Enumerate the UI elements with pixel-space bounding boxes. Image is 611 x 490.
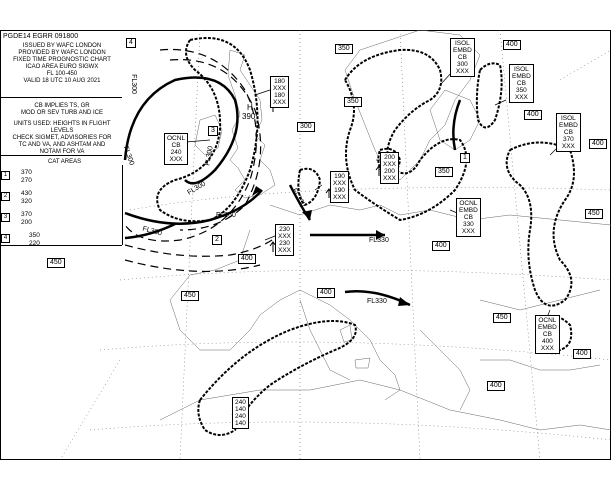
divider [0,155,122,156]
cb-line: XXX [461,228,475,235]
turb-line: XXX [333,180,347,187]
turb-line: 190 [334,187,345,194]
tropopause-label: 400 [432,241,450,251]
cat-areas-title: CAT AREAS [48,159,82,165]
turb-line: 200 [384,168,395,175]
cb-line: CB [542,331,552,338]
cat-bottom: 270 [21,177,32,184]
divider [0,245,122,246]
turb-line: 140 [235,420,246,427]
notes-block [2,103,122,156]
turb-line: 240 [235,399,246,406]
notes-line: TC AND VA, AND ASHTAM AND [18,142,106,148]
cat-top: 370 [21,211,32,218]
cat-marker: 3 [208,126,218,136]
cb-line: OCNL [538,317,557,324]
cb-line: CB [463,214,473,221]
tropopause-label: 350 [335,44,353,54]
info-line: ISSUED BY WAFC LONDON [22,43,102,49]
cb-line: EMBD [453,47,472,54]
cb-line: EMBD [459,207,478,214]
cb-box [556,113,581,152]
cb-line: 240 [170,149,182,156]
cat-areas-legend [0,165,123,245]
cb-line: XXX [561,143,575,150]
turb-line: 180 [274,78,285,85]
notes-line: NOTAM FOR VA [39,149,85,155]
cb-area-scandinavia [345,50,466,220]
tropopause-label: 450 [47,258,65,268]
cat-bottom: 200 [21,219,32,226]
info-line: PROVIDED BY WAFC LONDON [18,50,106,56]
cb-box [535,315,560,354]
turb-box [275,224,294,256]
info-line: FIXED TIME PROGNOSTIC CHART [13,57,111,63]
jet-label: FL330 [290,187,307,209]
cat-top: 430 [21,190,32,197]
turb-box [330,171,349,203]
cat-num: 2 [1,192,10,201]
cat-vals [21,211,41,227]
turb-line: XXX [278,233,292,240]
cat-marker: 1 [460,153,470,163]
cb-line: XXX [455,68,469,75]
cb-area-med [198,321,356,435]
turb-box [380,152,399,184]
high-pressure-value: 390 [242,112,256,121]
cb-line: ISOL [454,40,470,47]
turb-line: 190 [334,173,345,180]
jet-label: FL380 [141,225,163,238]
tropopause-label: 350 [435,167,453,177]
jet-label: FL360 [216,212,236,219]
cb-line: OCNL [167,135,186,142]
cb-line: 330 [462,221,474,228]
turb-box [232,397,249,429]
tropopause-label: 400 [524,110,542,120]
cat-top: 350 [29,232,40,239]
cb-line: CB [457,54,467,61]
cb-line: 300 [456,61,468,68]
notes-line: MOD OR SEV TURB AND ICE [21,110,103,116]
cb-line: EMBD [559,122,578,129]
cb-box [509,64,534,103]
turb-line: XXX [333,194,347,201]
jet-label: FL330 [367,298,387,305]
tropopause-label: 400 [503,40,521,50]
turb-line: XXX [383,175,397,182]
cb-line: CB [171,142,181,149]
tropopause-label: 450 [181,291,199,301]
cb-area-nw [477,63,502,127]
cb-line: CB [516,80,526,87]
cb-line: XXX [514,94,528,101]
cat-bottom: 220 [29,240,40,247]
info-block [2,43,122,85]
cb-line: 350 [515,87,527,94]
info-line: FL 100-450 [46,71,78,77]
tropopause-label: 400 [487,381,505,391]
divider [0,97,122,98]
cat-vals [21,190,41,206]
info-line: VALID 18 UTC 10 AUG 2021 [23,78,101,84]
cb-line: 370 [562,136,574,143]
turb-line: XXX [278,247,292,254]
cb-line: XXX [169,156,183,163]
cb-line: EMBD [538,324,557,331]
cat-marker: 2 [212,235,222,245]
tropopause-label: 300 [297,122,315,132]
info-line: ICAO AREA EURO SIGWX [25,64,99,70]
cb-line: EMBD [512,73,531,80]
cat-num: 4 [1,234,10,243]
turb-line: XXX [383,161,397,168]
notes-line: CB IMPLIES TS, GR [34,103,90,109]
cat-top: 370 [21,169,32,176]
turb-line: 240 [235,413,246,420]
turb-line: 230 [279,240,290,247]
cb-line: CB [563,129,573,136]
chart-code: PGDE14 EGRR 091800 [3,33,79,40]
tropopause-label: 400 [238,254,256,264]
jet-label: FL300 [204,145,215,167]
cat-bottom: 320 [21,198,32,205]
tropopause-label: 400 [589,139,607,149]
cb-line: 400 [541,338,553,345]
cat-num: 3 [1,213,10,222]
tropopause-label: 450 [493,313,511,323]
turb-line: 200 [384,154,395,161]
high-pressure-symbol: H [247,103,253,112]
tropopause-label: 400 [317,288,335,298]
cb-line: XXX [540,345,554,352]
notes-line: CHECK SIGMET, ADVISORIES FOR [12,135,112,141]
turb-line: 230 [279,226,290,233]
jet-stream-7 [453,100,460,150]
cb-box [164,133,188,165]
cb-box [456,198,481,237]
tropopause-label: 400 [573,349,591,359]
turb-box [270,76,289,108]
cb-line: OCNL [459,200,478,207]
jet-label: FL300 [186,180,208,197]
notes-line: UNITS USED: HEIGHTS IN FLIGHT LEVELS [13,121,111,134]
tropopause-label: 450 [585,209,603,219]
jet-label: FL300 [121,145,136,167]
cat-num: 1 [1,171,10,180]
cat-marker: 4 [126,38,136,48]
turb-line: XXX [273,85,287,92]
jet-label: FL330 [369,237,389,244]
cb-line: ISOL [513,66,529,73]
turb-line: 140 [235,406,246,413]
tropopause-label: 350 [344,97,362,107]
cb-box [450,38,475,77]
jet-label: FL300 [129,74,137,94]
cb-area-east [507,143,574,306]
cat-vals [21,169,41,185]
cb-line: ISOL [560,115,576,122]
turb-line: XXX [273,99,287,106]
turb-line: 180 [274,92,285,99]
